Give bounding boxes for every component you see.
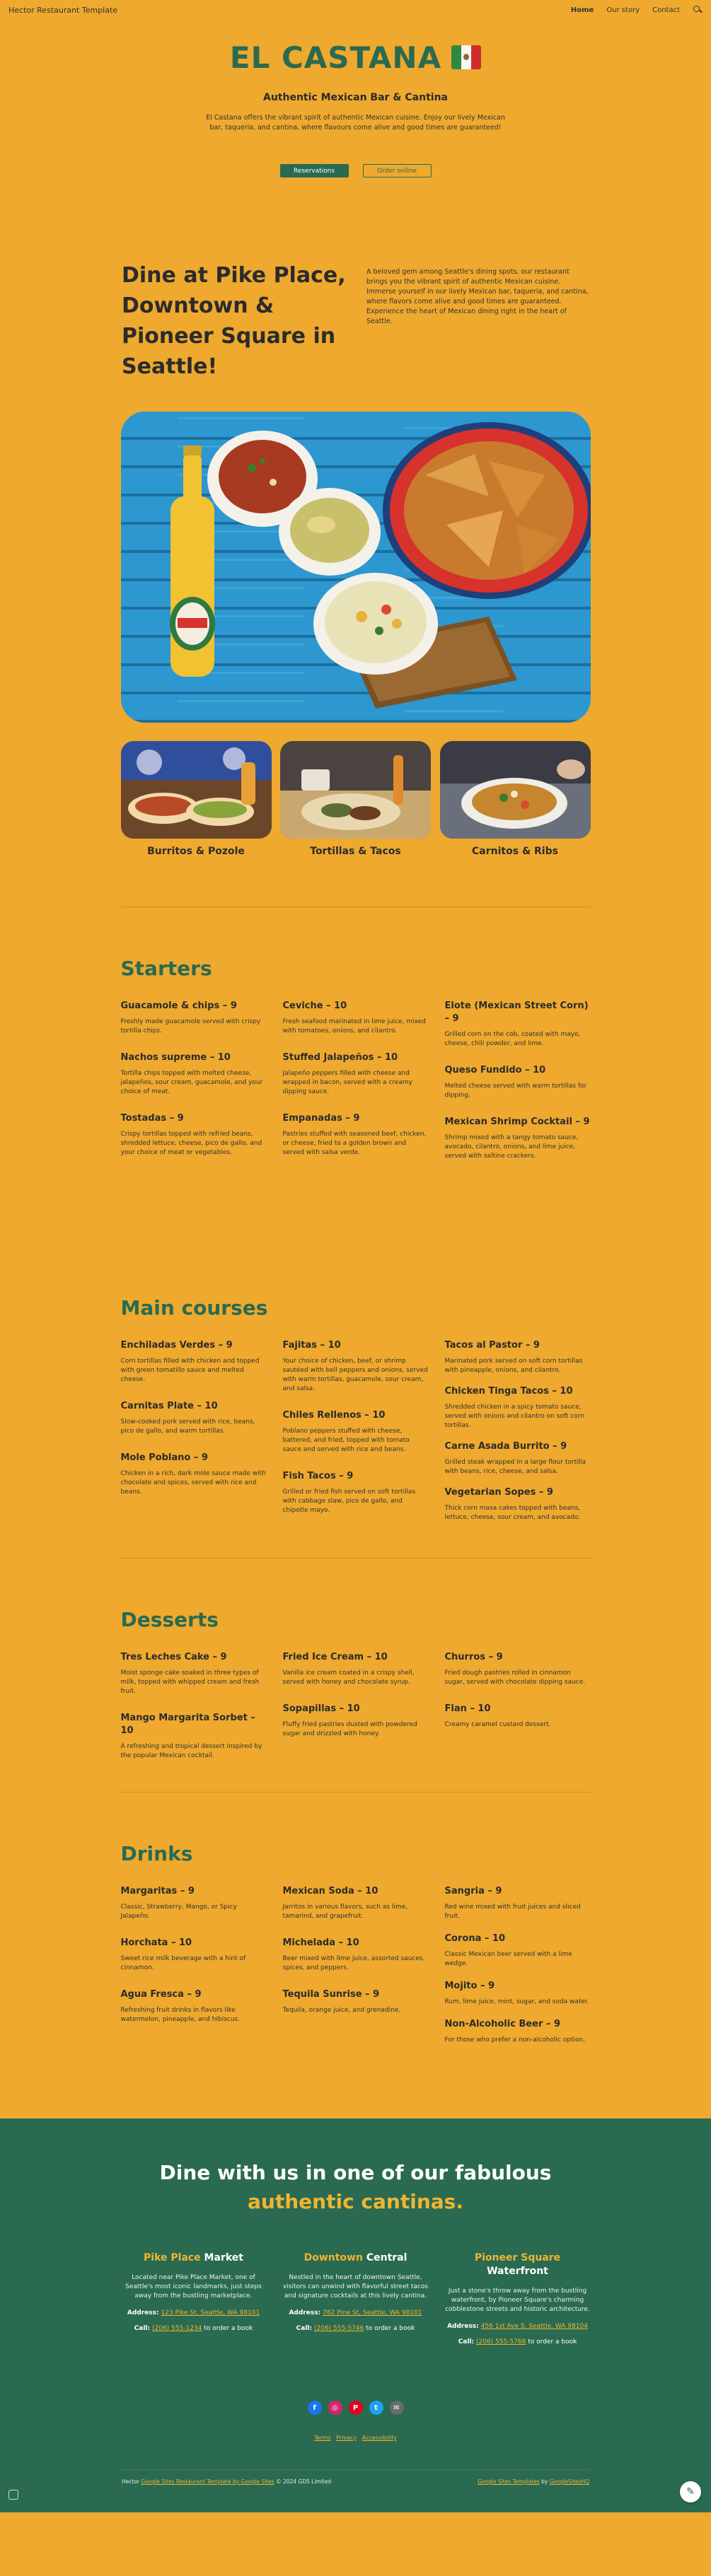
item-desc: Chicken in a rich, dark mole sauce made with chocolate and spices, served with rice and beans. (120, 1470, 266, 1496)
call-label: Call: (134, 2325, 151, 2332)
menu-item (283, 1000, 429, 1036)
location-phone (283, 2325, 429, 2332)
item-desc: Tortilla chips topped with melted cheese, jalapeños, sour cream, guacamole, and your choice of meat. (120, 1070, 263, 1095)
item-name: Fish Tacos – 9 (282, 1471, 354, 1481)
menu-item (283, 1409, 429, 1455)
templates-link[interactable]: Google Sites Templates (478, 2478, 540, 2485)
menu-column (121, 1000, 267, 1177)
item-desc: Grilled steak wrapped in a large flour tortilla with beans, rice, cheese, and salsa. (444, 1459, 586, 1475)
item-desc: Fried dough pastries rolled in cinnamon sugar, served with chocolate dipping sauce. (444, 1669, 586, 1686)
item-name: Horchata – 10 (120, 1937, 192, 1948)
hero-subtitle: Authentic Mexican Bar & Cantina (262, 92, 448, 103)
item-name: Tacos al Pastor – 9 (444, 1340, 540, 1351)
location-title (121, 2251, 267, 2265)
edit-pencil-icon[interactable]: ✎ (680, 2481, 701, 2502)
accessibility-link[interactable]: Accessibility (362, 2435, 398, 2441)
location-description: Nestled in the heart of downtown Seattle, visitors can unwind with flavorful street tacos and signature cocktails at this lively cantina. (282, 2274, 429, 2300)
hero-title: EL CASTANA (229, 40, 442, 75)
nav-home[interactable]: Home (570, 6, 594, 14)
menu-item (121, 1452, 267, 1497)
menu-column (445, 1339, 591, 1532)
location-title-rest: Central (362, 2252, 407, 2263)
item-name: Mojito – 9 (444, 1981, 495, 1991)
menu-columns (121, 1885, 591, 2056)
address-label: Address: (127, 2309, 159, 2316)
footer-divider (122, 2469, 589, 2470)
copyright-suffix: © 2024 GDS Limited (274, 2478, 332, 2485)
menu-item (121, 1112, 267, 1158)
item-name: Corona – 10 (444, 1933, 505, 1944)
menu-column (283, 1000, 429, 1177)
copyright-prefix: Hector (122, 2478, 141, 2485)
thumb-tortillas[interactable] (280, 741, 431, 857)
item-name: Sopapillas – 10 (282, 1703, 360, 1714)
reservations-button[interactable]: Reservations (280, 164, 349, 177)
tortillas-photo (280, 741, 431, 839)
menu-item (445, 1116, 591, 1161)
menu-column (121, 1339, 267, 1532)
privacy-link[interactable]: Privacy (336, 2435, 357, 2441)
location-address (283, 2309, 429, 2316)
item-desc: Tequila, orange juice, and grenadine. (282, 2007, 401, 2014)
menu-column (121, 1651, 267, 1776)
item-name: Ceviche – 10 (282, 1001, 347, 1011)
footer-bottom (122, 2478, 589, 2485)
menu-item (445, 1980, 591, 2007)
menu-item (283, 1339, 429, 1394)
item-desc: Crispy tortillas topped with refried beans, shredded lettuce, cheese, pico de gallo, and your choice of meat or vegetables. (120, 1131, 262, 1156)
hero-title-row (0, 35, 711, 79)
locations (121, 2251, 591, 2345)
item-name: Guacamole & chips – 9 (120, 1001, 237, 1011)
intro-text: A beloved gem among Seattle's dining spots, our restaurant brings you the vibrant spirit of authentic Mexican cuisine. Immerse yourself in our lively Mexican bar, taqueria, and cantina, where flavors come alive and good times are guaranteed. Experience the heart of Mexican dining right in the heart of Seattle. (366, 268, 589, 325)
copyright (122, 2478, 331, 2485)
intro-heading: Dine at Pike Place, Downtown & Pioneer Square in Seattle! (122, 263, 346, 379)
menu-item (445, 2018, 591, 2045)
thumb-caption: Burritos & Pozole (147, 846, 245, 857)
menu-item (121, 1000, 267, 1036)
address-link[interactable]: 782 Pine St, Seattle, WA 98101 (323, 2309, 422, 2316)
location-title-rest: Waterfront (487, 2266, 548, 2277)
item-desc: For those who prefer a non-alcoholic option. (444, 2036, 586, 2044)
location-phone (445, 2338, 591, 2345)
carnitos-photo (440, 741, 591, 839)
item-name: Elote (Mexican Street Corn) – 9 (444, 1001, 589, 1024)
item-desc: A refreshing and tropical dessert inspired by the popular Mexican cocktail. (120, 1743, 262, 1759)
menu-item (121, 1712, 267, 1761)
footer-heading (0, 2158, 711, 2216)
location-pike-place (121, 2251, 267, 2345)
phone-link[interactable]: (206) 555-1234 (151, 2325, 202, 2332)
phone-link[interactable]: (206) 555-5768 (475, 2338, 526, 2345)
thumb-caption: Carnitos & Ribs (472, 846, 558, 857)
item-name: Carnitas Plate – 10 (120, 1401, 218, 1411)
social-links (0, 2401, 711, 2415)
menu-item (283, 1112, 429, 1158)
item-desc: Creamy caramel custard dessert. (444, 1721, 551, 1728)
item-desc: Grilled or fried fish served on soft tortillas with cabbage slaw, pico de gallo, and chipotle mayo. (282, 1488, 416, 1514)
item-desc: Jalapeño peppers filled with cheese and wrapped in bacon, served with a creamy dipping sauce. (282, 1070, 413, 1095)
menu-column (283, 1339, 429, 1532)
item-name: Empanadas – 9 (282, 1113, 360, 1124)
section-heading: Desserts (120, 1608, 219, 1631)
email-icon[interactable]: ✉ (390, 2401, 404, 2415)
menu-columns (121, 1000, 591, 1177)
item-desc: Pastries stuffed with seasoned beef, chicken, or cheese, fried to a golden brown and served with salsa verde. (282, 1131, 427, 1156)
credits-by: by (539, 2478, 550, 2485)
location-title-rest: Market (200, 2252, 243, 2263)
thumb-caption: Tortillas & Tacos (310, 846, 401, 857)
order-online-button[interactable]: Order online (363, 164, 432, 177)
location-title-highlight: Pike Place (144, 2252, 201, 2263)
item-desc: Sweet rice milk beverage with a hint of cinnamon. (120, 1955, 246, 1971)
site-info-icon[interactable] (8, 2490, 18, 2500)
location-title-highlight: Downtown (304, 2252, 363, 2263)
item-name: Fajitas – 10 (282, 1340, 341, 1351)
item-name: Tostadas – 9 (120, 1113, 184, 1124)
item-desc: Melted cheese served with warm tortillas for dipping. (444, 1083, 587, 1099)
item-desc: Shrimp mixed with a tangy tomato sauce, avocado, cilantro, onions, and lime juice, served with saltine crackers. (444, 1134, 579, 1160)
hero-food-photo (121, 412, 591, 723)
item-desc: Rum, lime juice, mint, sugar, and soda water. (444, 1998, 589, 2005)
call-suffix: to order a book (202, 2325, 253, 2332)
item-name: Non-Alcoholic Beer – 9 (444, 2019, 560, 2029)
address-label: Address: (447, 2323, 479, 2330)
menu-column (283, 1651, 429, 1776)
section-heading: Main courses (120, 1296, 268, 1319)
location-title (283, 2251, 429, 2265)
item-desc: Jarritos in various flavors, such as lime, tamarind, and grapefruit. (282, 1904, 408, 1920)
call-suffix: to order a book (526, 2338, 577, 2345)
item-name: Mexican Soda – 10 (282, 1886, 378, 1896)
call-suffix: to order a book (364, 2325, 415, 2332)
item-desc: Your choice of chicken, beef, or shrimp sautéed with bell peppers and onions, served with warm tortillas, guacamole, sour cream, and salsa. (282, 1358, 428, 1392)
menu-column (121, 1885, 267, 2056)
search-icon[interactable] (693, 5, 703, 15)
terms-link[interactable]: Terms (313, 2435, 331, 2441)
location-address (445, 2323, 591, 2330)
item-desc: Marinated pork served on soft corn tortillas with pineapple, onions, and cilantro. (444, 1358, 583, 1374)
menu-item (445, 1339, 591, 1375)
item-name: Carne Asada Burrito – 9 (444, 1441, 567, 1452)
item-desc: Classic, Strawberry, Mango, or Spicy Jalapeño. (120, 1904, 237, 1920)
credits (478, 2478, 589, 2485)
item-name: Chiles Rellenos – 10 (282, 1410, 386, 1421)
nav-contact[interactable]: Contact (652, 6, 680, 14)
menu-column (445, 1651, 591, 1776)
item-name: Sangria – 9 (444, 1886, 502, 1896)
item-desc: Beer mixed with lime juice, assorted sauces, spices, and peppers. (282, 1955, 425, 1971)
footer (0, 2119, 711, 2512)
menu-item (283, 1988, 429, 2015)
item-desc: Fresh seafood marinated in lime juice, mixed with tomatoes, onions, and cilantro. (282, 1018, 426, 1035)
item-name: Tres Leches Cake – 9 (120, 1652, 227, 1662)
item-desc: Moist sponge cake soaked in three types of milk, topped with whipped cream and fresh fruit. (120, 1669, 260, 1695)
menu-item (121, 1988, 267, 2024)
menu-item (445, 1440, 591, 1476)
item-desc: Vanilla ice cream coated in a crispy shell, served with honey and chocolate syrup. (282, 1669, 415, 1686)
item-name: Vegetarian Sopes – 9 (444, 1487, 553, 1498)
thumb-carnitos[interactable] (440, 741, 591, 857)
menu-column (445, 1000, 591, 1177)
item-desc: Fluffy fried pastries dusted with powdered sugar and drizzled with honey. (282, 1721, 417, 1737)
item-name: Tequila Sunrise – 9 (282, 1989, 380, 2000)
menu-item (445, 1000, 591, 1049)
menu-item (121, 1937, 267, 1973)
address-link[interactable]: 456 1st Ave S, Seattle, WA 98104 (480, 2323, 588, 2330)
item-name: Mango Margarita Sorbet – 10 (120, 1713, 255, 1736)
footer-heading-line1: Dine with us in one of our fabulous (159, 2161, 552, 2184)
menu-item (445, 1064, 591, 1100)
item-name: Chicken Tinga Tacos – 10 (444, 1386, 573, 1397)
menu-column (445, 1885, 591, 2056)
item-name: Margaritas – 9 (120, 1886, 195, 1896)
desserts-section (121, 1558, 591, 1792)
template-link[interactable]: Google Sites Restaurant Template by Google Sites (141, 2478, 274, 2485)
menu-item (283, 1470, 429, 1515)
menu-item (121, 1885, 267, 1921)
item-name: Michelada – 10 (282, 1937, 359, 1948)
drinks-section (121, 1793, 591, 2119)
instagram-icon[interactable]: ◎ (328, 2401, 342, 2415)
item-desc: Refreshing fruit drinks in flavors like watermelon, pineapple, and hibiscus. (120, 2007, 240, 2023)
address-label: Address: (289, 2309, 321, 2316)
menu-item (283, 1703, 429, 1739)
item-desc: Freshly made guacamole served with crispy tortilla chips. (120, 1018, 261, 1035)
main-courses-section (121, 1247, 591, 1558)
location-title (445, 2251, 591, 2278)
item-name: Enchiladas Verdes – 9 (120, 1340, 233, 1351)
menu-item (283, 1937, 429, 1973)
menu-item (121, 1051, 267, 1097)
call-label: Call: (296, 2325, 313, 2332)
menu-item (445, 1885, 591, 1921)
item-name: Mexican Shrimp Cocktail – 9 (444, 1117, 590, 1127)
item-desc: Classic Mexican beer served with a lime wedge. (444, 1951, 572, 1967)
pinterest-icon[interactable]: P (349, 2401, 363, 2415)
hero-section (0, 20, 711, 177)
menu-item (283, 1051, 429, 1097)
legal-links (0, 2435, 711, 2441)
thumb-burritos[interactable] (121, 741, 272, 857)
hero-buttons (0, 164, 711, 177)
item-desc: Shredded chicken in a spicy tomato sauce, served with onions and cilantro on soft corn tortillas. (444, 1404, 585, 1429)
item-name: Fried Ice Cream – 10 (282, 1652, 388, 1662)
menu-item (445, 1933, 591, 1969)
menu-item (283, 1885, 429, 1921)
menu-item (283, 1651, 429, 1687)
item-desc: Thick corn masa cakes topped with beans, lettuce, cheese, sour cream, and avocado. (444, 1505, 581, 1521)
menu-item (445, 1651, 591, 1687)
googlesiteshq-link[interactable]: GoogleSitesHQ (549, 2478, 589, 2485)
menu-item (445, 1486, 591, 1522)
item-desc: Slow-cooked pork served with rice, beans, pico de gallo, and warm tortillas. (120, 1418, 255, 1435)
call-label: Call: (458, 2338, 475, 2345)
item-name: Agua Fresca – 9 (120, 1989, 202, 2000)
location-address (121, 2309, 267, 2316)
mexico-flag-icon (451, 45, 481, 69)
item-desc: Corn tortillas filled with chicken and topped with green tomatillo sauce and melted cheese. (120, 1358, 260, 1383)
item-desc: Poblano peppers stuffed with cheese, battered, and fried, topped with tomato sauce and served with rice and beans. (282, 1428, 410, 1453)
item-name: Mole Poblano – 9 (120, 1452, 208, 1463)
nav-our-story[interactable]: Our story (606, 6, 640, 14)
twitter-icon[interactable]: t (369, 2401, 383, 2415)
main-nav (571, 5, 703, 15)
menu-item (445, 1385, 591, 1430)
location-description: Located near Pike Place Market, one of Seattle's most iconic landmarks, just steps away from the bustling marketplace. (125, 2274, 262, 2300)
starters-section (121, 907, 591, 1247)
location-downtown (283, 2251, 429, 2345)
footer-heading-line2: authentic cantinas. (248, 2190, 463, 2213)
address-link[interactable]: 123 Pike St, Seattle, WA 98101 (161, 2309, 260, 2316)
menu-columns (121, 1339, 591, 1532)
location-phone (121, 2325, 267, 2332)
location-pioneer-square (445, 2251, 591, 2345)
location-title-highlight: Pioneer Square (474, 2252, 561, 2263)
item-desc: Red wine mixed with fruit juices and sliced fruit. (444, 1904, 581, 1920)
item-name: Stuffed Jalapeños – 10 (282, 1052, 398, 1063)
menu-item (121, 1400, 267, 1436)
menu-column (283, 1885, 429, 2056)
intro-section (0, 260, 711, 382)
section-heading: Drinks (120, 1842, 193, 1865)
location-description: Just a stone's throw away from the bustling waterfront, by Pioneer Square's charming cobblestone streets and historic architecture. (445, 2287, 590, 2313)
thumbnail-gallery (121, 741, 591, 857)
item-desc: Grilled corn on the cob, coated with mayo, cheese, chili powder, and lime. (444, 1031, 581, 1047)
item-name: Nachos supreme – 10 (120, 1052, 231, 1063)
facebook-icon[interactable]: f (308, 2401, 322, 2415)
item-name: Flan – 10 (444, 1703, 491, 1714)
burritos-photo (121, 741, 272, 839)
site-title[interactable]: Hector Restaurant Template (8, 5, 118, 15)
menu-item (121, 1339, 267, 1385)
phone-link[interactable]: (206) 555-5746 (313, 2325, 364, 2332)
hero-description: El Castana offers the vibrant spirit of authentic Mexican cuisine. Enjoy our lively Mexican bar, taqueria, and cantina, where flavours come alive and good times are guaranteed! (206, 114, 505, 132)
top-bar (0, 0, 711, 20)
menu-item (445, 1703, 591, 1730)
menu-columns (121, 1651, 591, 1776)
item-name: Churros – 9 (444, 1652, 503, 1662)
menu-item (121, 1651, 267, 1696)
item-name: Queso Fundido – 10 (444, 1065, 546, 1076)
section-heading: Starters (120, 957, 212, 980)
